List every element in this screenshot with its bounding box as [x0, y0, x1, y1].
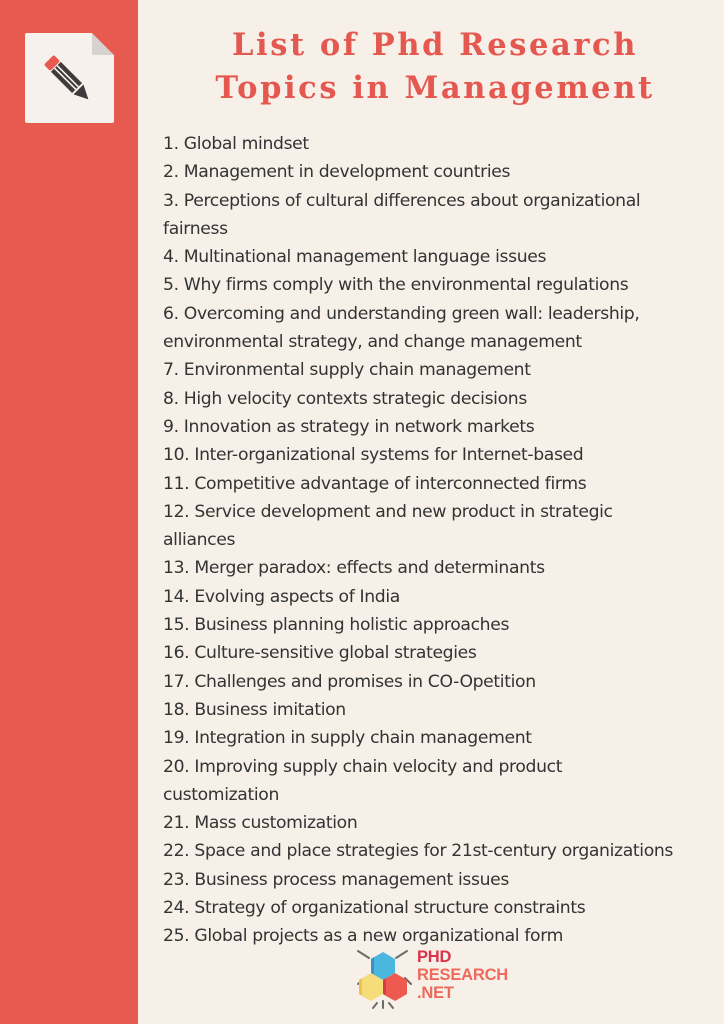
brand-logo: [355, 948, 525, 1010]
list-item: 14. Evolving aspects of India: [163, 586, 400, 607]
sidebar: [0, 0, 138, 1024]
page-title: [150, 24, 720, 110]
list-item-line: 3. Perceptions of cultural differences about organizational: [163, 190, 641, 211]
list-item: 13. Merger paradox: effects and determinants: [163, 558, 545, 579]
list-item: 17. Challenges and promises in CO-Opetition: [163, 671, 536, 692]
list-item: 25. Global projects as a new organizational form: [163, 926, 564, 947]
list-item: 11. Competitive advantage of interconnected firms: [163, 473, 587, 494]
list-item-line: customization: [163, 784, 279, 805]
brand-line-1: PHD: [417, 948, 452, 966]
hexagon-cluster-icon: [355, 948, 415, 1010]
list-item: [163, 498, 718, 555]
list-item: 1. Global mindset: [163, 134, 309, 154]
list-item: 10. Inter-organizational systems for Internet-based: [163, 445, 584, 466]
title-line-1: List of Phd Research: [232, 27, 638, 63]
list-item: 18. Business imitation: [163, 699, 346, 720]
list-item-line: 12. Service development and new product in strategic: [163, 501, 613, 522]
list-item: 2. Management in development countries: [163, 162, 511, 183]
list-item-line: environmental strategy, and change management: [163, 332, 582, 353]
brand-line-2: RESEARCH: [417, 966, 508, 984]
list-item-line: 20. Improving supply chain velocity and product: [163, 756, 563, 777]
list-item: 5. Why firms comply with the environmental regulations: [163, 275, 629, 296]
list-item-line: 6. Overcoming and understanding green wall: leadership,: [163, 303, 640, 324]
list-item: 21. Mass customization: [163, 813, 358, 834]
list-item: 4. Multinational management language issues: [163, 247, 547, 268]
list-item: 7. Environmental supply chain management: [163, 360, 531, 381]
brand-wordmark: [417, 948, 508, 1002]
list-item: 8. High velocity contexts strategic decisions: [163, 388, 527, 409]
list-item: 19. Integration in supply chain management: [163, 728, 532, 749]
list-item: 15. Business planning holistic approaches: [163, 615, 510, 636]
list-item: [163, 300, 718, 357]
list-item: 22. Space and place strategies for 21st-century organizations: [163, 841, 674, 862]
list-item: [163, 187, 718, 244]
brand-line-3: .NET: [417, 984, 454, 1002]
list-item-line: fairness: [163, 218, 228, 239]
title-line-2: Topics in Management: [215, 70, 655, 106]
topic-list: [163, 130, 718, 951]
list-item: 9. Innovation as strategy in network markets: [163, 416, 535, 437]
pencil-note-icon: [25, 33, 114, 123]
list-item-line: alliances: [163, 530, 236, 551]
list-item: 16. Culture-sensitive global strategies: [163, 643, 477, 664]
list-item: 23. Business process management issues: [163, 869, 509, 890]
list-item: 24. Strategy of organizational structure constraints: [163, 898, 586, 919]
list-item: [163, 753, 718, 810]
